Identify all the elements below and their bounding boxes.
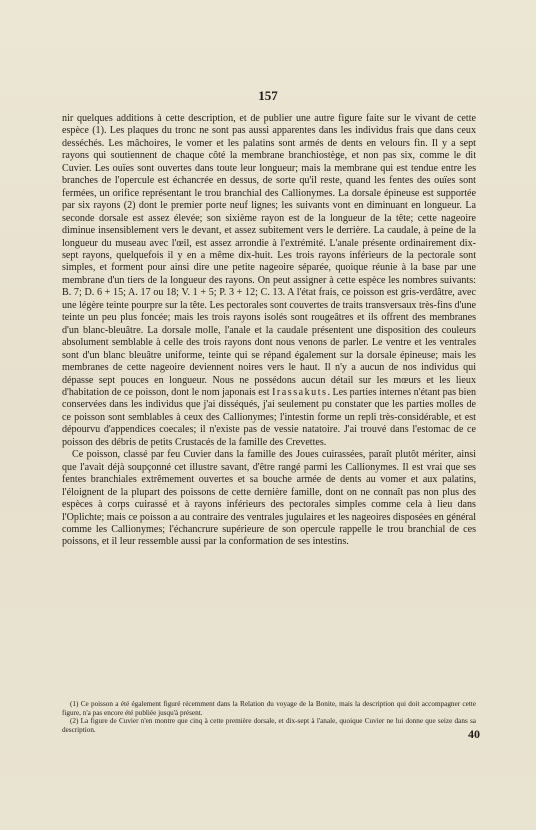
page-number: 157	[258, 88, 278, 103]
signature-mark: 40	[468, 727, 480, 741]
paragraph-1-text: nir quelques additions à cette description, et de publier une autre figure faite sur le vivant de cette espèce (1). Les plaques du tronc ne sont pas aussi apparentes dans les individus frais que dans ceux desséchés. Les mâchoires, le vomer et les palatins sont armés de dents en velours fin. Il y a sept rayons qui soutiennent de chaque côté la membrane branchiostège, et non pas six, comme le dit Cuvier. Les ouïes sont ouvertes dans toute leur longueur; mais la membrane qui est tendue entre les branches de l'opercule est échancrée en dessus, de sorte qu'il reste, quand les fentes des ouïes sont fermées, un orifice représentant le trou branchial des Callionymes. La dorsale épineuse est supportée par six rayons (2) dont le premier porte neuf lignes; les suivants vont en diminuant en longueur. La seconde dorsale est assez élevée; son sixième rayon est de la longueur de la tête; cette nageoire diminue insensiblement vers le devant, et assez subitement vers le derrière. La caudale, à peine de la longueur du museau avec l'œil, est assez arrondie à l'extrémité. L'anale présente ordinairement dix-sept rayons, quelquefois il y en a même dix-huit. Les trois rayons inférieurs de la pectorale sont simples, et forment pour ainsi dire une petite nageoire séparée, quoique réunie à la base par une membrane d'un tiers de la longueur des rayons. On peut assigner à cette espèce les nombres suivants: B. 7; D. 6 + 15; A. 17 ou 18; V. 1 + 5; P. 3 + 12; C. 13. A l'état frais, ce poisson est gris-verdâtre, avec une légère teinte pourpre sur la tête. Les pectorales sont couvertes de traits transversaux très-fins d'une teinte un peu plus foncée; mais les trois rayons isolés sont rougeâtres et ils offrent des membranes d'un blanc-bleuâtre. La dorsale molle, l'anale et la caudale présentent une disposition des couleurs absolument semblable à celle des trois rayons dont nous venons de parler. Le ventre et les ventrales sont d'un blanc bleuâtre uniforme, teinte qui se répand également sur la dorsale épineuse; mais les membranes de cette nageoire deviennent noires vers le haut. Il n'y a aucun de nos individus qui dépasse sept pouces en longueur. Nous ne possédons aucun détail sur les mœurs et les lieux d'habitation de ce poisson, dont le nom japonais est	[62, 113, 476, 398]
body-text	[62, 113, 476, 549]
paragraph-2: Ce poisson, classé par feu Cuvier dans la famille des Joues cuirassées, paraît plutôt mériter, ainsi que l'avait déjà soupçonné cet illustre savant, d'être rangé parmi les Callionymes. Il est vrai que ses fentes branchiales extrêmement ouvertes et sa bouche armée de dents au vomer et aux palatins, l'éloignent de la plupart des poissons de cette dernière famille, dont on ne connaît pas non plus des espèces à corps cuirassé et à rayons inférieurs des pectorales simples comme cela à lieu dans l'Oplichte; mais ce poisson a au contraire des ventrales jugulaires et les nageoires disposées en général comme les Callionymes; l'échancrure supérieure de son opercule rappelle le trou branchial de ces poissons, et il leur ressemble aussi par la conformation de ses intestins.	[62, 449, 476, 548]
paragraph-1	[62, 113, 476, 449]
footnotes	[62, 700, 476, 734]
footnote-2: (2) La figure de Cuvier n'en montre que cinq à cette première dorsale, et dix-sept à l'anale, quoique Cuvier ne lui donne que seize dans sa description.	[62, 717, 476, 734]
paragraph-1-end: . Les parties internes n'étant pas bien conservées dans les individus que j'ai disséqués, j'ai seulement pu constater que les parties molles de ce poisson sont semblables à ceux des Callionymes; l'intestin forme un repli très-considérable, et est dépourvu d'appendices coecales; il n'existe pas de vessie natatoire. J'ai trouvé dans l'estomac de ce poisson des débris de petits Crustacés de la famille des Crevettes.	[62, 386, 476, 448]
japanese-name: Irassakuts	[272, 386, 328, 398]
footnote-1: (1) Ce poisson a été également figuré récemment dans la Relation du voyage de la Bonite, mais la description qui doit accompagner cette figure, n'a pas encore été publiée jusqu'à présent.	[62, 700, 476, 717]
